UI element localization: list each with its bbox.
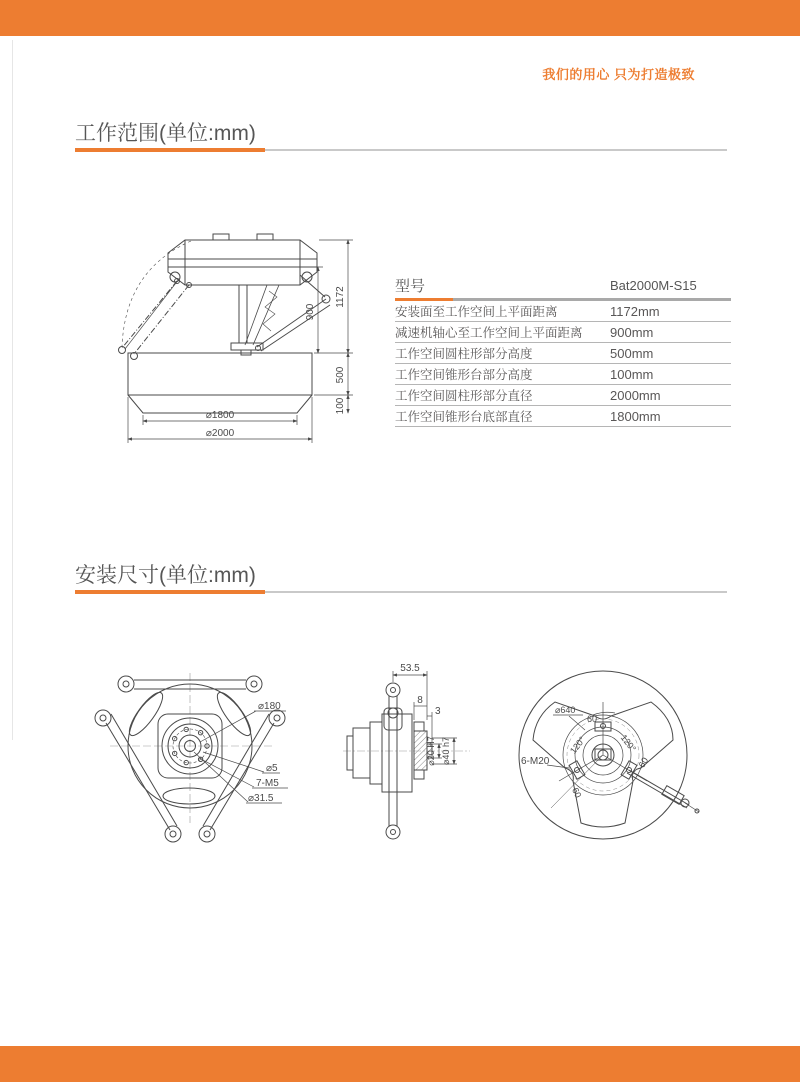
- platform-bottom-view: [80, 658, 300, 858]
- side-outline: [347, 683, 432, 839]
- dim-bore: ⌀20 H7: [426, 736, 436, 766]
- model-label: 型号: [395, 277, 426, 295]
- dim-offset: 53.5: [400, 663, 420, 674]
- row-label: 工作空间圆柱形部分直径: [395, 389, 533, 403]
- platform-side-view: [335, 658, 485, 863]
- bottom-orange-band: [0, 1046, 800, 1082]
- row-label: 工作空间圆柱形部分高度: [395, 347, 533, 361]
- row-value: 500mm: [610, 345, 654, 361]
- label-flange-diameter: ⌀180: [258, 701, 281, 712]
- underline-rule: [265, 591, 727, 593]
- underline-accent: [75, 590, 265, 594]
- label-angle-top: 60: [587, 714, 598, 724]
- row-value: 2000mm: [610, 387, 661, 403]
- label-angle-right: 120°: [618, 732, 639, 754]
- top-orange-band: [0, 0, 800, 36]
- row-label: 工作空间锥形台部分高度: [395, 368, 533, 382]
- row-value: 900mm: [610, 324, 654, 340]
- underline-accent: [75, 148, 265, 152]
- mounting-title: 安装尺寸(单位:mm): [75, 564, 256, 587]
- row-label: 工作空间锥形台底部直径: [395, 410, 533, 424]
- label-angle-right2: 60: [636, 755, 651, 770]
- table-row: [395, 343, 731, 364]
- dim-total-height: 1172: [335, 286, 346, 308]
- work-range-title: 工作范围(单位:mm): [75, 122, 256, 145]
- row-value: 100mm: [610, 366, 654, 382]
- label-angle-left: 120°: [567, 734, 588, 756]
- label-pitch-diameter: ⌀640: [555, 705, 576, 715]
- dim-cylinder-height: 500: [335, 366, 346, 384]
- table-row: [395, 301, 731, 322]
- table-row: [395, 322, 731, 343]
- base-outline: [519, 671, 699, 839]
- page-fold-line: [12, 40, 13, 740]
- brand-tagline: 我们的用心 只为打造极致: [542, 67, 695, 82]
- table-row: [395, 385, 731, 406]
- label-thread-holes: 7-M5: [256, 778, 279, 789]
- mounting-underline: [75, 590, 727, 594]
- dim-flange-thickness: 8: [417, 695, 423, 706]
- table-row: [395, 406, 731, 427]
- label-hole-diameter: ⌀5: [266, 763, 278, 774]
- row-value: 1172mm: [610, 303, 660, 319]
- robot-schematic: [119, 234, 331, 413]
- dim-cone-height: 100: [335, 397, 346, 415]
- row-label: 安装面至工作空间上平面距离: [395, 305, 558, 319]
- label-center-hole: ⌀31.5: [248, 793, 274, 804]
- model-value: Bat2000M-S15: [610, 277, 697, 293]
- base-top-view: [513, 660, 728, 860]
- underline-rule: [265, 149, 727, 151]
- dim-shaft: ⌀40 h7: [441, 737, 451, 765]
- dim-axis-height: 900: [305, 303, 316, 321]
- dim-cone-diameter: ⌀1800: [205, 410, 235, 421]
- row-value: 1800mm: [610, 408, 661, 424]
- dim-cylinder-diameter: ⌀2000: [205, 428, 235, 439]
- table-row: [395, 364, 731, 385]
- spec-table-header-rule: [395, 298, 731, 301]
- spec-table: [395, 272, 731, 427]
- work-range-drawing: [95, 215, 365, 455]
- spec-table-header: [395, 272, 731, 298]
- label-angle-bottom: 60: [570, 786, 584, 800]
- row-label: 减速机轴心至工作空间上平面距离: [395, 326, 583, 340]
- work-range-underline: [75, 148, 727, 152]
- dim-step-thickness: 3: [435, 706, 441, 717]
- label-thread-holes: 6-M20: [521, 756, 550, 767]
